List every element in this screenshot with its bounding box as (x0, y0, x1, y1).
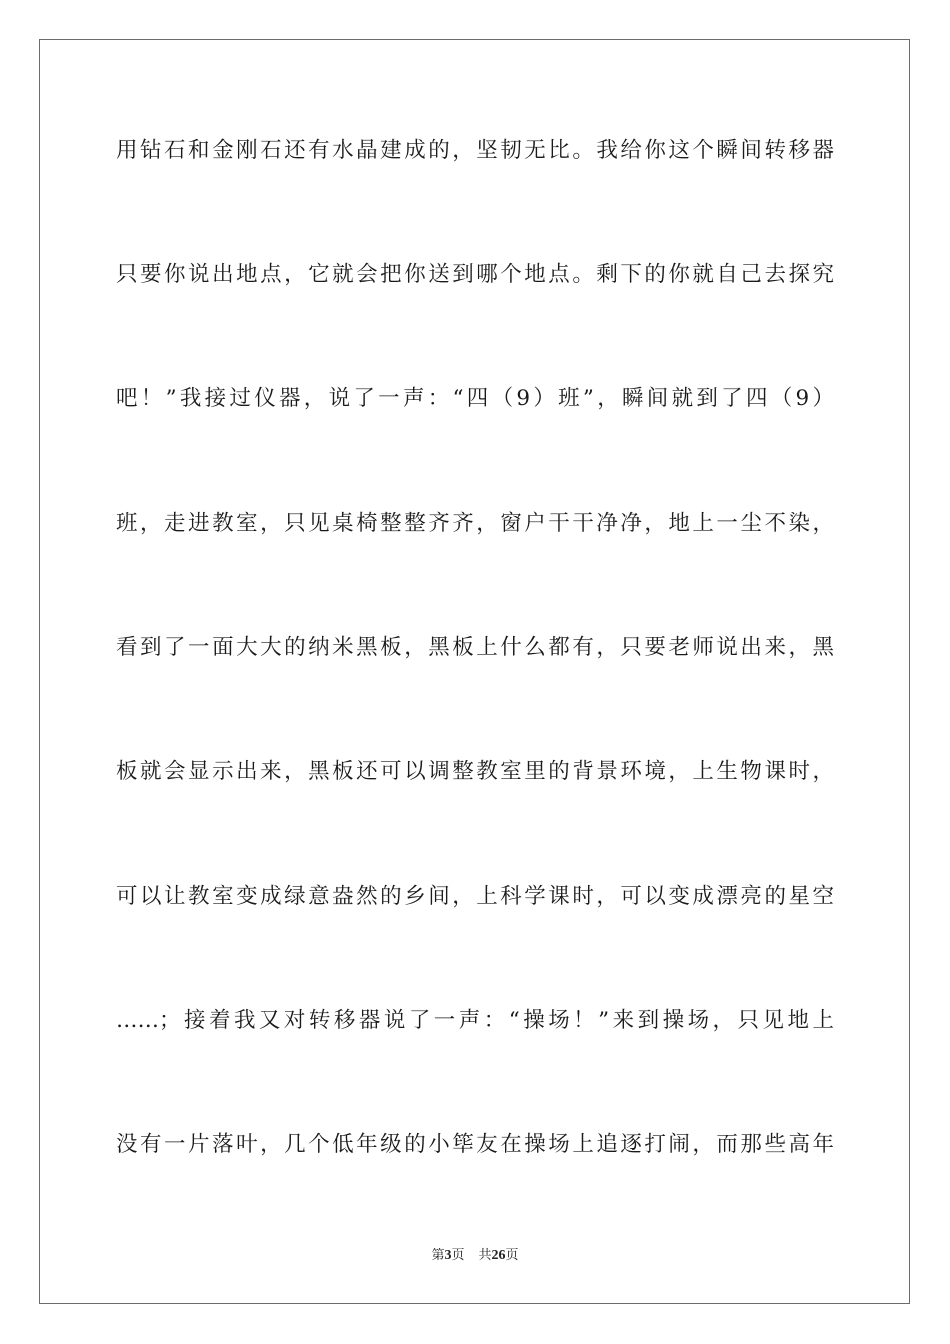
text-line-7: 可以让教室变成绿意盎然的乡间，上科学课时，可以变成漂亮的星空 (116, 884, 834, 909)
total-prefix: 共 (478, 1248, 492, 1263)
text-line-5: 看到了一面大大的纳米黑板，黑板上什么都有，只要老师说出来，黑 (116, 635, 834, 660)
text-line-9: 没有一片落叶，几个低年级的小筚友在操场上追逐打闹，而那些高年 (116, 1132, 834, 1157)
text-line-4: 班，走进教室，只见桌椅整整齐齐，窗户干干净净，地上一尘不染， (116, 511, 834, 536)
page-suffix: 页 (451, 1248, 465, 1263)
text-line-3: 吧！”我接过仪器，说了一声：“四（9）班”，瞬间就到了四（9） (116, 386, 834, 411)
total-suffix: 页 (505, 1248, 519, 1263)
page-border (39, 39, 910, 1304)
text-line-1: 用钻石和金刚石还有水晶建成的，坚韧无比。我给你这个瞬间转移器 (116, 138, 834, 163)
text-line-6: 板就会显示出来，黑板还可以调整教室里的背景环境，上生物课时， (116, 759, 834, 784)
page-footer (0, 1246, 950, 1266)
text-line-2: 只要你说出地点，它就会把你送到哪个地点。剩下的你就自己去探究 (116, 262, 834, 287)
page-prefix: 第 (431, 1248, 445, 1263)
total-pages: 26 (491, 1248, 506, 1263)
text-line-8: ……；接着我又对转移器说了一声：“操场！”来到操场，只见地上 (116, 1008, 834, 1033)
page-number: 3 (444, 1248, 452, 1263)
